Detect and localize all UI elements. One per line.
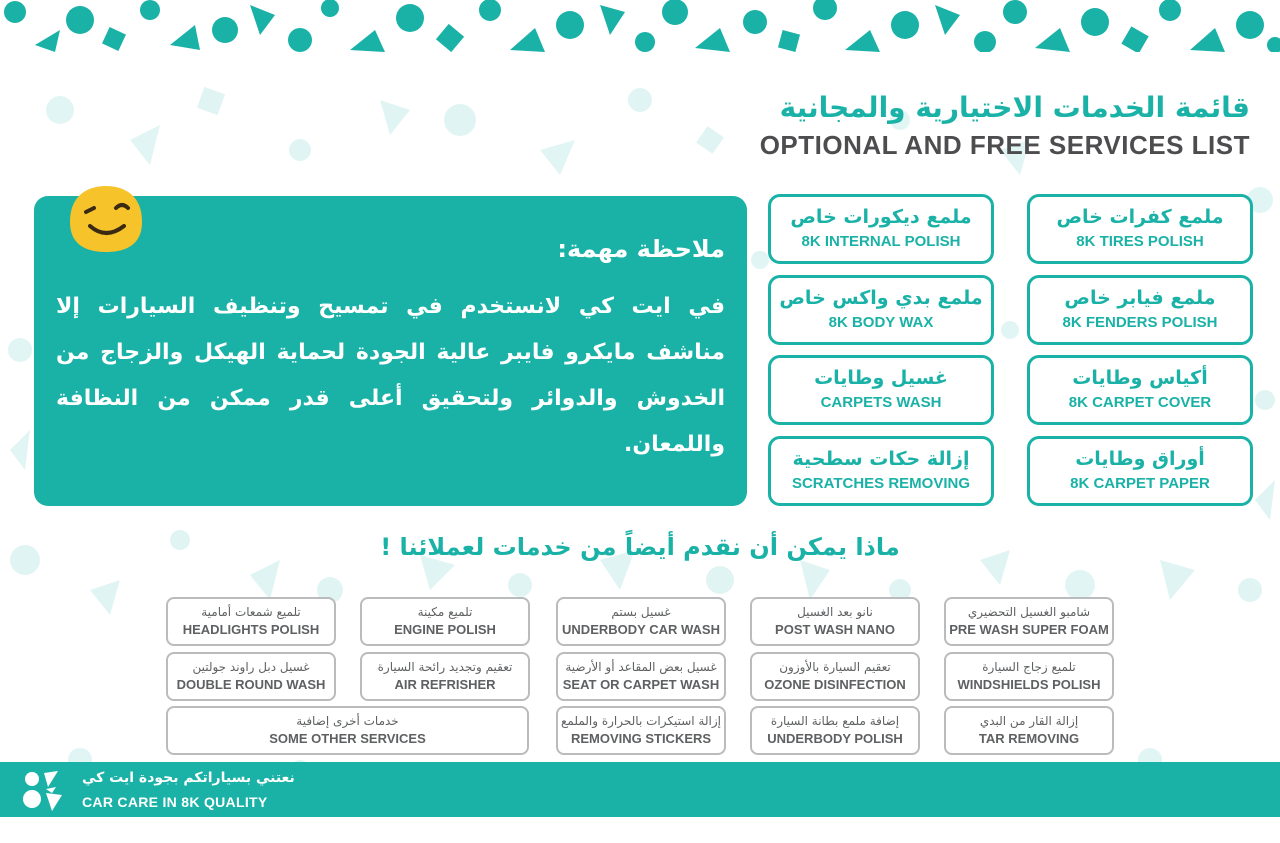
- service-label-en: CARPETS WASH: [820, 394, 942, 411]
- extra-label-en: SOME OTHER SERVICES: [269, 731, 426, 746]
- extra-seat-or-carpet-wash: [556, 652, 726, 701]
- page-title: [760, 88, 1250, 162]
- extra-label-ar: نانو بعد الغسيل: [797, 605, 873, 619]
- extra-label-ar: تلميع زجاج السيارة: [982, 660, 1076, 674]
- extra-label-ar: إزالة استيكرات بالحرارة والملمع: [561, 714, 721, 728]
- extra-label-ar: تلميع مكينة: [417, 605, 473, 619]
- extra-label-en: ENGINE POLISH: [394, 622, 496, 637]
- service-label-en: SCRATCHES REMOVING: [791, 475, 971, 492]
- extra-label-en: DOUBLE ROUND WASH: [176, 677, 326, 692]
- service-carpet-cover: [1027, 355, 1253, 425]
- service-label-en: 8K CARPET COVER: [1068, 394, 1212, 411]
- extra-label-en: WINDSHIELDS POLISH: [957, 677, 1101, 692]
- footer-tagline-arabic: نعتني بسياراتكم بجودة ايت كي: [82, 770, 295, 786]
- extra-label-ar: غسيل دبل راوند جولتين: [192, 660, 310, 674]
- extra-label-ar: غسيل بستم: [611, 605, 671, 619]
- extra-headlights-polish: [166, 597, 336, 646]
- service-carpet-paper: [1027, 436, 1253, 506]
- extra-label-en: TAR REMOVING: [978, 731, 1080, 746]
- service-label-ar: أكياس وطايات: [1072, 367, 1208, 389]
- extra-removing-stickers: [556, 706, 726, 755]
- service-internal-polish: [768, 194, 994, 264]
- top-pattern-strip: [0, 0, 1280, 52]
- extra-label-en: HEADLIGHTS POLISH: [182, 622, 320, 637]
- extra-some-other-services: [166, 706, 529, 755]
- service-label-en: 8K INTERNAL POLISH: [801, 233, 961, 250]
- service-label-ar: ملمع فيابر خاص: [1064, 287, 1216, 309]
- 8k-logo-icon: [18, 767, 66, 815]
- extra-label-en: POST WASH NANO: [775, 622, 895, 637]
- service-label-en: 8K FENDERS POLISH: [1062, 314, 1218, 331]
- extra-underbody-polish: [750, 706, 920, 755]
- footer-bar: [0, 762, 1280, 817]
- service-label-en: 8K TIRES POLISH: [1076, 233, 1204, 250]
- extra-label-en: AIR REFRISHER: [394, 677, 496, 692]
- extra-label-en: UNDERBODY POLISH: [767, 731, 903, 746]
- extra-pre-wash-super-foam: [944, 597, 1114, 646]
- service-fenders-polish: [1027, 275, 1253, 345]
- service-label-ar: أوراق وطايات: [1075, 448, 1205, 470]
- page-title-arabic: قائمة الخدمات الاختيارية والمجانية: [779, 91, 1250, 124]
- service-label-en: 8K BODY WAX: [828, 314, 934, 331]
- extra-engine-polish: [360, 597, 530, 646]
- service-label-en: 8K CARPET PAPER: [1070, 475, 1210, 492]
- extra-label-en: OZONE DISINFECTION: [764, 677, 906, 692]
- service-label-ar: ملمع ديكورات خاص: [790, 206, 972, 228]
- extra-ozone-disinfection: [750, 652, 920, 701]
- extra-label-ar: إزالة القار من البدي: [979, 714, 1079, 728]
- service-label-ar: إزالة حكات سطحية: [792, 448, 970, 470]
- service-body-wax: [768, 275, 994, 345]
- extra-label-en: PRE WASH SUPER FOAM: [949, 622, 1109, 637]
- extra-label-ar: تعقيم وتجديد رائحة السيارة: [377, 660, 513, 674]
- service-carpets-wash: [768, 355, 994, 425]
- service-scratches-removing: [768, 436, 994, 506]
- service-label-ar: ملمع كفرات خاص: [1056, 206, 1224, 228]
- bottom-strip: [0, 817, 1280, 843]
- extra-label-ar: إضافة ملمع بطانة السيارة: [770, 714, 900, 728]
- extras-heading: ماذا يمكن أن نقدم أيضاً من خدمات لعملائنا !: [380, 533, 900, 561]
- winking-face-icon: [62, 182, 150, 254]
- extra-label-ar: تعقيم السيارة بالأوزون: [779, 660, 891, 674]
- extra-windshields-polish: [944, 652, 1114, 701]
- service-label-ar: ملمع بدي واكس خاص: [779, 287, 983, 309]
- extra-label-ar: خدمات أخرى إضافية: [296, 714, 399, 728]
- extra-post-wash-nano: [750, 597, 920, 646]
- service-label-ar: غسيل وطايات: [814, 367, 948, 389]
- extra-label-en: REMOVING STICKERS: [570, 731, 712, 746]
- extra-label-en: SEAT OR CARPET WASH: [562, 677, 720, 692]
- extra-underbody-car-wash: [556, 597, 726, 646]
- extra-label-en: UNDERBODY CAR WASH: [562, 622, 720, 637]
- footer-tagline-english: CAR CARE IN 8K QUALITY: [82, 794, 268, 810]
- extra-label-ar: غسيل بعض المقاعد أو الأرضية: [565, 660, 717, 674]
- note-title: ملاحظة مهمة:: [557, 235, 725, 263]
- extra-tar-removing: [944, 706, 1114, 755]
- note-body: في ايت كي لانستخدم في تمسيح وتنظيف السيارات إلا مناشف مايكرو فايبر عالية الجودة لحماية الهيكل والزجاج من الخدوش والدوائر ولتحقيق أعلى قدر ممكن من النظافة واللمعان.: [56, 294, 725, 457]
- extra-label-ar: تلميع شمعات أمامية: [201, 605, 301, 619]
- service-tires-polish: [1027, 194, 1253, 264]
- extra-label-ar: شامبو الغسيل التحضيري: [967, 605, 1091, 619]
- page-title-english: OPTIONAL AND FREE SERVICES LIST: [759, 130, 1250, 160]
- extra-double-round-wash: [166, 652, 336, 701]
- extra-air-refrisher: [360, 652, 530, 701]
